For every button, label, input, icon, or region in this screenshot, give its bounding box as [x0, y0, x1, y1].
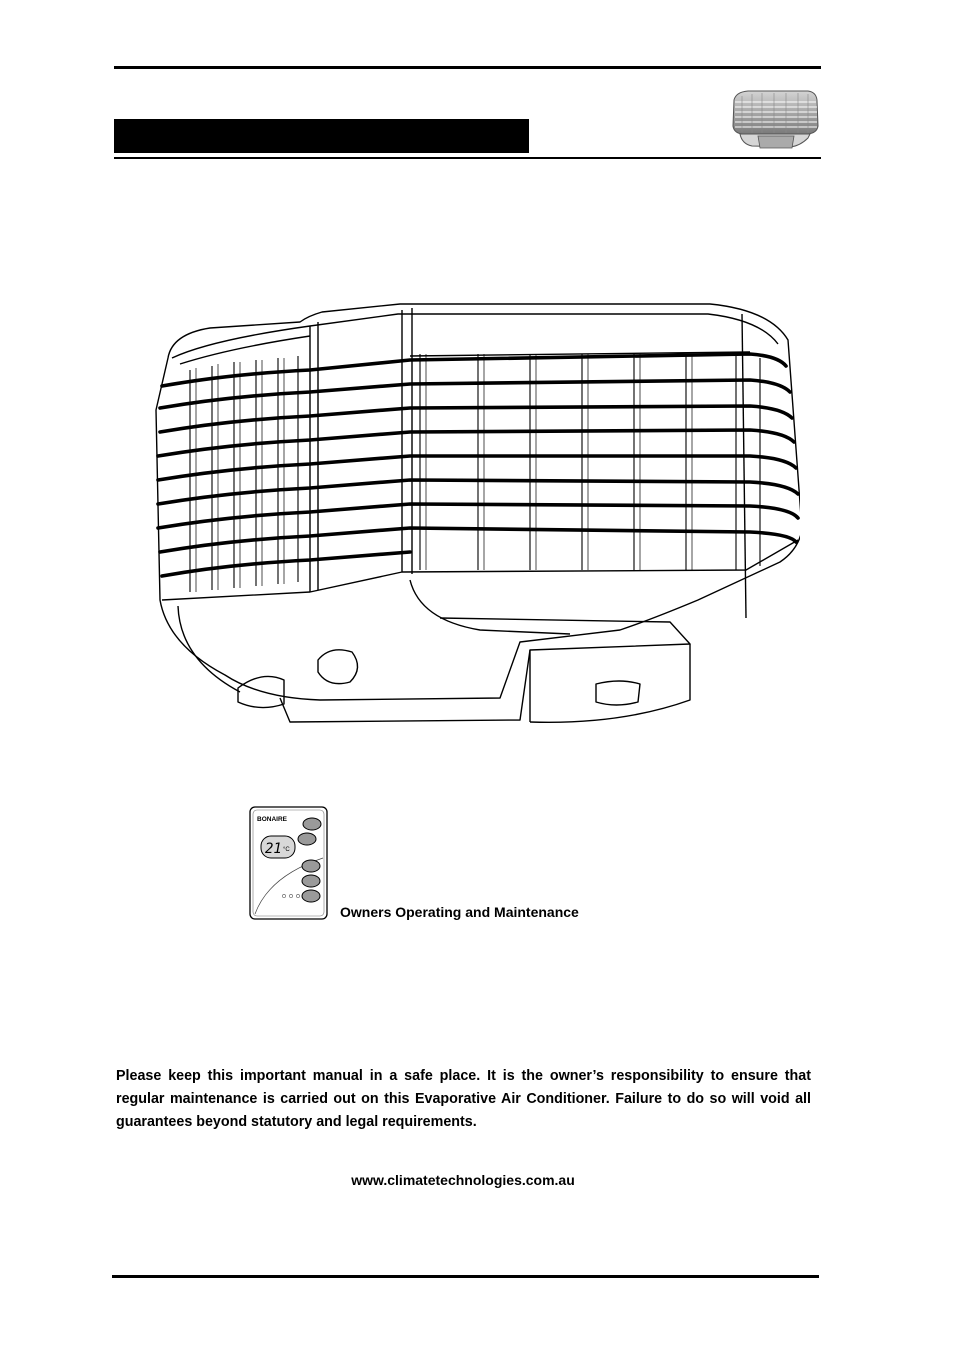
air-conditioner-thumbnail [728, 86, 820, 152]
mode-button-1 [302, 860, 320, 872]
controller-caption: Owners Operating and Maintenance [340, 904, 579, 920]
mode-button-2 [302, 875, 320, 887]
controller-display-unit: °C [283, 847, 290, 853]
air-conditioner-illustration [150, 300, 800, 740]
wall-controller-image [249, 806, 329, 920]
title-bar [114, 119, 529, 153]
header-rule [114, 157, 821, 159]
website-text [0, 1172, 954, 1188]
controller-display-value: 21 [265, 841, 282, 857]
power-button [302, 890, 320, 902]
controller-brand: BONAIRE [257, 816, 287, 823]
up-button [303, 818, 321, 830]
down-button [298, 833, 316, 845]
bottom-rule [112, 1275, 819, 1278]
top-rule [114, 66, 821, 69]
notice-paragraph: Please keep this important manual in a safe place. It is the owner’s responsibility to ensure that regular maintenance is carried out on this Evaporative Air Conditioner. Failure to do so will void all guarantees beyond statutory and legal requirements. [116, 1068, 811, 1130]
website-link[interactable]: www.climatetechnologies.com.au [351, 1172, 575, 1188]
